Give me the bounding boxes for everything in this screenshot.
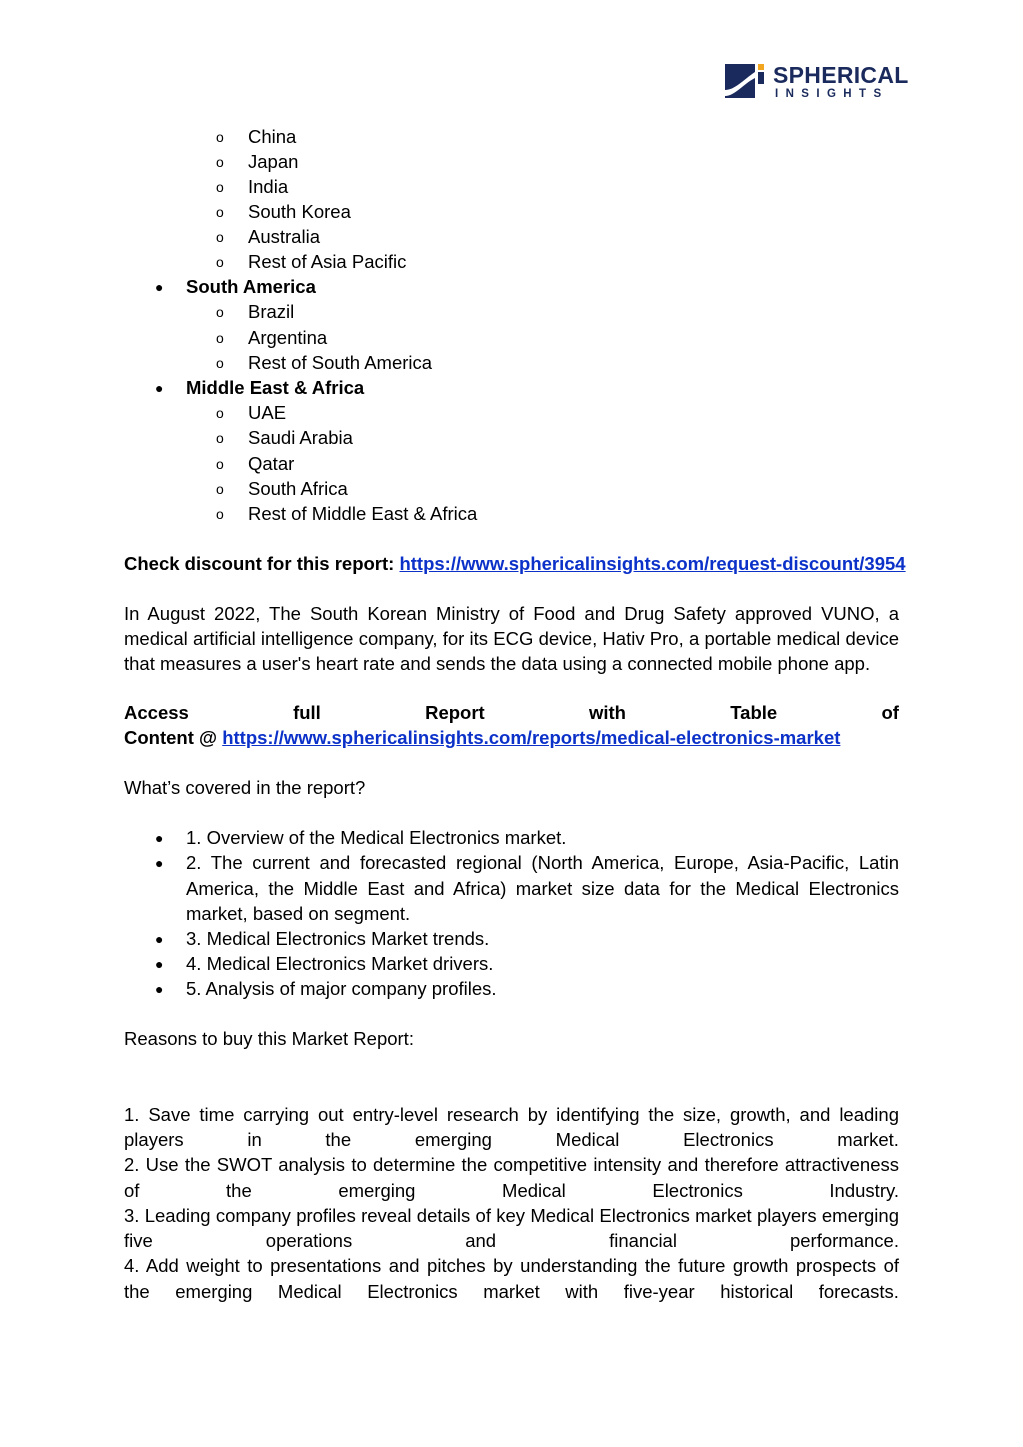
list-item: 3. Medical Electronics Market trends. xyxy=(186,928,490,949)
bullet-icon: ● xyxy=(155,279,164,295)
list-item: India xyxy=(248,176,289,197)
bullet-icon: ● xyxy=(155,956,164,972)
list-item: 4. Medical Electronics Market drivers. xyxy=(186,953,494,974)
list-item: 1. Overview of the Medical Electronics market. xyxy=(186,827,567,848)
list-item: Qatar xyxy=(248,453,295,474)
reason-line xyxy=(124,1178,899,1203)
list-item: Rest of South America xyxy=(248,352,433,373)
word: operations xyxy=(265,1230,353,1251)
word: emerging xyxy=(414,1129,492,1150)
reason-words xyxy=(124,1228,899,1253)
paragraph-line: medical artificial intelligence company, for its ECG device, Hativ Pro, a portable medical device xyxy=(124,628,899,649)
list-bullet-icon: o xyxy=(216,204,224,220)
list-bullet-icon: o xyxy=(216,506,224,522)
list-item-continued: America, the Middle East and Africa) market size data for the Medical Electronics xyxy=(186,878,899,899)
word: Medical xyxy=(502,1180,566,1201)
word: the xyxy=(226,1180,252,1201)
list-bullet-icon: o xyxy=(216,254,224,270)
reason-line: 2. Use the SWOT analysis to determine the competitive intensity and therefore attractiveness xyxy=(124,1154,899,1175)
word: players xyxy=(124,1129,184,1150)
bullet-icon: ● xyxy=(155,830,164,846)
list-item: China xyxy=(248,126,297,147)
reason-words xyxy=(124,1279,899,1304)
list-bullet-icon: o xyxy=(216,430,224,446)
list-item: South Korea xyxy=(248,201,351,222)
list-bullet-icon: o xyxy=(216,129,224,145)
reasons-heading: Reasons to buy this Market Report: xyxy=(124,1028,414,1049)
access-heading xyxy=(124,700,899,725)
word: performance. xyxy=(789,1230,899,1251)
spherical-insights-logo xyxy=(725,62,909,102)
word: the xyxy=(325,1129,352,1150)
list-bullet-icon: o xyxy=(216,154,224,170)
report-link[interactable]: https://www.sphericalinsights.com/reports/medical-electronics-market xyxy=(222,727,841,748)
word: of xyxy=(124,1180,140,1201)
list-item: Japan xyxy=(248,151,299,172)
region-heading: South America xyxy=(186,276,316,297)
reason-words xyxy=(124,1127,899,1152)
list-bullet-icon: o xyxy=(216,179,224,195)
logo-subtitle: INSIGHTS xyxy=(775,88,889,100)
word: with xyxy=(565,1281,599,1302)
covered-heading: What’s covered in the report? xyxy=(124,777,366,798)
word: Electronics xyxy=(652,1180,743,1201)
content-label: Content @ xyxy=(124,727,218,748)
word: Electronics xyxy=(683,1129,774,1150)
word: market. xyxy=(837,1129,899,1150)
list-bullet-icon: o xyxy=(216,456,224,472)
list-bullet-icon: o xyxy=(216,405,224,421)
word: Electronics xyxy=(367,1281,458,1302)
access-word: with xyxy=(588,702,626,723)
word: Industry. xyxy=(829,1180,899,1201)
reason-line xyxy=(124,1279,899,1304)
reason-line: 4. Add weight to presentations and pitches by understanding the future growth prospects of xyxy=(124,1255,899,1276)
list-bullet-icon: o xyxy=(216,304,224,320)
logo-name: SPHERICAL xyxy=(773,62,909,88)
reason-line: 1. Save time carrying out entry-level research by identifying the size, growth, and leading xyxy=(124,1104,899,1125)
word: financial xyxy=(609,1230,677,1251)
word: market xyxy=(483,1281,540,1302)
word: five xyxy=(124,1230,153,1251)
access-word: Access xyxy=(124,702,189,723)
list-bullet-icon: o xyxy=(216,330,224,346)
list-item: 5. Analysis of major company profiles. xyxy=(186,978,497,999)
logo-mark-icon xyxy=(725,62,765,100)
reason-words xyxy=(124,1178,899,1203)
reason-line xyxy=(124,1228,899,1253)
bullet-icon: ● xyxy=(155,380,164,396)
list-item: South Africa xyxy=(248,478,348,499)
paragraph-line: In August 2022, The South Korean Ministry of Food and Drug Safety approved VUNO, a xyxy=(124,603,899,624)
reason-line: 3. Leading company profiles reveal details of key Medical Electronics market players emerging xyxy=(124,1205,899,1226)
access-word: full xyxy=(293,702,321,723)
word: Medical xyxy=(277,1281,342,1302)
word: forecasts. xyxy=(818,1281,899,1302)
discount-line xyxy=(124,551,906,576)
list-bullet-icon: o xyxy=(216,355,224,371)
reason-line xyxy=(124,1127,899,1152)
word: emerging xyxy=(338,1180,416,1201)
list-item: Brazil xyxy=(248,301,295,322)
list-item: Argentina xyxy=(248,327,328,348)
word: in xyxy=(247,1129,262,1150)
access-link-line xyxy=(124,725,840,750)
access-word: Report xyxy=(425,702,485,723)
list-item: Australia xyxy=(248,226,320,247)
discount-link[interactable]: https://www.sphericalinsights.com/request-discount/3954 xyxy=(399,553,906,574)
word: Medical xyxy=(555,1129,620,1150)
list-item: Rest of Middle East & Africa xyxy=(248,503,478,524)
discount-label: Check discount for this report: xyxy=(124,553,395,574)
list-item: Saudi Arabia xyxy=(248,427,353,448)
bullet-icon: ● xyxy=(155,855,164,871)
word: and xyxy=(465,1230,497,1251)
word: five-year xyxy=(623,1281,695,1302)
list-bullet-icon: o xyxy=(216,229,224,245)
list-bullet-icon: o xyxy=(216,481,224,497)
access-word: Table xyxy=(730,702,778,723)
paragraph-line: that measures a user's heart rate and sends the data using a connected mobile phone app. xyxy=(124,653,871,674)
list-item: UAE xyxy=(248,402,287,423)
word: historical xyxy=(720,1281,794,1302)
list-item: Rest of Asia Pacific xyxy=(248,251,407,272)
region-heading: Middle East & Africa xyxy=(186,377,365,398)
word: emerging xyxy=(175,1281,253,1302)
access-word: of xyxy=(881,702,899,723)
word: the xyxy=(124,1281,150,1302)
list-item: 2. The current and forecasted regional (North America, Europe, Asia-Pacific, Latin xyxy=(186,852,899,873)
bullet-icon: ● xyxy=(155,981,164,997)
bullet-icon: ● xyxy=(155,931,164,947)
list-item-continued: market, based on segment. xyxy=(186,903,411,924)
